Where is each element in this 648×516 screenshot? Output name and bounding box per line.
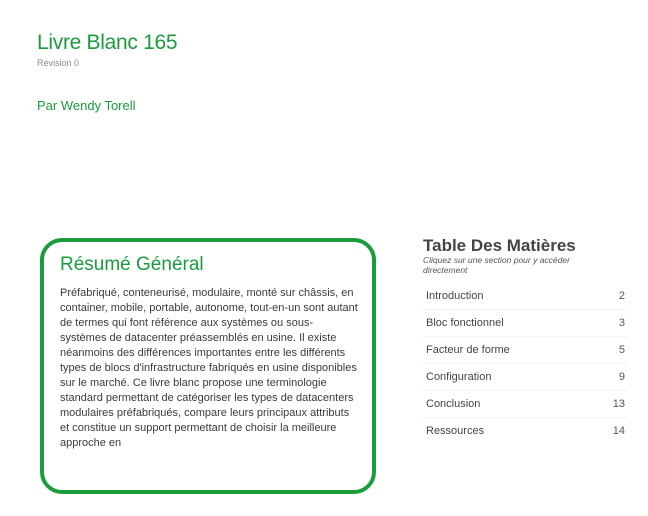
author-line: Par Wendy Torell [37, 98, 136, 113]
toc-item-label: Facteur de forme [426, 344, 510, 356]
toc-item-conclusion[interactable] [423, 391, 628, 418]
toc-item-label: Configuration [426, 371, 492, 383]
toc-item-label: Bloc fonctionnel [426, 317, 504, 329]
toc-subtitle: Cliquez sur une section pour y accéder directement [423, 255, 570, 275]
toc-item-label: Conclusion [426, 398, 481, 410]
summary-text: Préfabriqué, conteneurisé, modulaire, monté sur châssis, en container, mobile, portable, autonome, tout-en-un sont autant de termes qui font référence aux systèmes ou sous-systèmes de datacenter préassemblés en usine. Il existe néanmoins des différences importantes entre les différents types de blocs d'infrastructure fabriqués en usine disponibles sur le marché. Ce livre blanc propose une terminologie standard permettant de catégoriser les types de datacenters modulaires préfabriqués, compare leurs principaux attributs et constitue un support permettant de choisir la meilleure approche en [60, 287, 358, 449]
toc-item-facteur-de-forme[interactable] [423, 337, 628, 364]
toc-title: Table Des Matières [423, 236, 576, 255]
revision-label: Révision 0 [37, 58, 80, 68]
toc-item-page: 3 [618, 317, 625, 329]
toc-item-page: 13 [612, 398, 625, 410]
toc-item-label: Introduction [426, 290, 484, 302]
toc-item-bloc-fonctionnel[interactable] [423, 310, 628, 337]
summary-heading: Résumé Général [60, 254, 204, 275]
toc-item-ressources[interactable] [423, 418, 628, 444]
toc-item-introduction[interactable] [423, 283, 628, 310]
document-title: Livre Blanc 165 [37, 31, 178, 54]
toc-list [423, 283, 628, 444]
toc-item-page: 2 [618, 290, 625, 302]
toc-item-label: Ressources [426, 425, 485, 437]
toc-item-page: 5 [618, 344, 625, 356]
toc-item-page: 9 [618, 371, 625, 383]
executive-summary-box [40, 238, 376, 494]
toc-item-page: 14 [612, 425, 625, 437]
toc-item-configuration[interactable] [423, 364, 628, 391]
